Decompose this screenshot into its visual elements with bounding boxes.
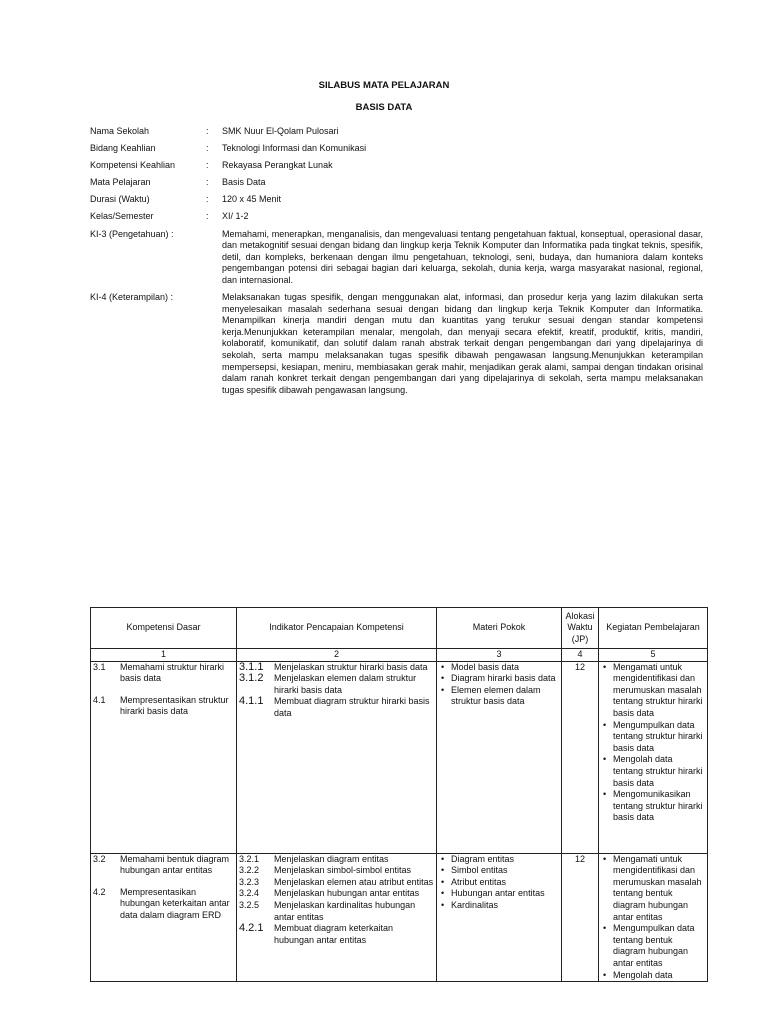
- info-row-kompetensi-keahlian: [90, 160, 703, 172]
- indikator-number: 4.1.1: [239, 695, 264, 708]
- indikator-item: [239, 865, 434, 877]
- indikator-text: Menjelaskan kardinalitas hubungan antar entitas: [274, 899, 416, 922]
- column-number: 4: [562, 649, 599, 662]
- indikator-number: 3.2.2: [239, 865, 260, 876]
- kd-number: 4.1: [93, 694, 106, 705]
- info-value: Rekayasa Perangkat Lunak: [222, 160, 333, 171]
- indikator-item: [239, 877, 434, 889]
- indikator-item: [239, 888, 434, 900]
- kd-number: 3.2: [93, 853, 106, 864]
- materi-cell: [437, 661, 562, 853]
- header-alokasi-waktu: Alokasi Waktu (JP): [562, 608, 599, 649]
- alokasi-cell: 12: [562, 661, 599, 853]
- kd-cell: [91, 661, 237, 853]
- info-label: Mata Pelajaran: [90, 177, 151, 188]
- header-materi-pokok: Materi Pokok: [437, 608, 562, 649]
- indikator-text: Menjelaskan hubungan antar entitas: [274, 888, 420, 899]
- info-label: Bidang Keahlian: [90, 143, 156, 154]
- column-number: 1: [91, 649, 237, 662]
- materi-item: • Simbol entitas: [451, 865, 559, 877]
- indikator-cell: [237, 853, 437, 982]
- kegiatan-item: • Mengumpulkan data tentang struktur hirarki basis data: [613, 720, 705, 755]
- document-title: SILABUS MATA PELAJARAN: [318, 80, 450, 91]
- info-value: 120 x 45 Menit: [222, 194, 282, 205]
- info-value: Teknologi Informasi dan Komunikasi: [222, 143, 367, 154]
- kd-number: 4.2: [93, 886, 106, 897]
- indikator-text: Menjelaskan struktur hirarki basis data: [274, 661, 428, 672]
- info-label: Durasi (Waktu): [90, 194, 150, 205]
- indikator-item: [239, 696, 434, 719]
- indikator-item: [239, 900, 434, 923]
- indikator-number: 3.2.4: [239, 888, 260, 899]
- syllabus-table: [90, 607, 708, 982]
- kd-text: Memahami struktur hirarki basis data: [120, 661, 225, 684]
- column-number: 5: [599, 649, 708, 662]
- indikator-number: 3.1.2: [239, 672, 264, 685]
- info-value: XI/ 1-2: [222, 211, 249, 222]
- kegiatan-cell: [599, 661, 708, 853]
- info-row-bidang-keahlian: [90, 143, 703, 155]
- kd-item: [93, 854, 234, 877]
- kegiatan-item: • Mengumpulkan data tentang bentuk diagram hubungan antar entitas: [613, 923, 705, 969]
- info-colon: :: [206, 143, 209, 154]
- identity-section: [90, 126, 703, 402]
- indikator-item: [239, 854, 434, 866]
- indikator-number: 3.2.3: [239, 876, 260, 887]
- materi-item: • Model basis data: [451, 662, 559, 674]
- table-row: [91, 853, 708, 982]
- info-label: Kelas/Semester: [90, 211, 154, 222]
- indikator-text: Menjelaskan elemen atau atribut entitas: [274, 876, 434, 887]
- kegiatan-item: • Mengolah data: [613, 970, 705, 982]
- info-row-kelas-semester: [90, 211, 703, 223]
- materi-item: • Kardinalitas: [451, 900, 559, 912]
- indikator-item: [239, 662, 434, 674]
- table-header-row: [91, 608, 708, 649]
- column-number: 2: [237, 649, 437, 662]
- column-number: 3: [437, 649, 562, 662]
- kd-text: Mempresentasikan struktur hirarki basis data: [120, 694, 229, 717]
- materi-item: • Hubungan antar entitas: [451, 888, 559, 900]
- info-label: Nama Sekolah: [90, 126, 150, 136]
- ki3-label: KI-3 (Pengetahuan) :: [90, 228, 174, 239]
- info-row-mata-pelajaran: [90, 177, 703, 189]
- ki4-label: KI-4 (Keterampilan) :: [90, 292, 174, 303]
- indikator-number: 3.2.1: [239, 853, 260, 864]
- materi-item: • Atribut entitas: [451, 877, 559, 889]
- kegiatan-item: • Mengamati untuk mengidentifikasi dan merumuskan masalah tentang struktur hirarki basis data: [613, 662, 705, 720]
- materi-item: • Diagram entitas: [451, 854, 559, 866]
- info-row-durasi: [90, 194, 703, 206]
- kd-cell: [91, 853, 237, 982]
- info-colon: :: [206, 126, 209, 136]
- kegiatan-item: • Mengolah data tentang struktur hirarki basis data: [613, 754, 705, 789]
- kd-item: [93, 695, 234, 718]
- indikator-text: Menjelaskan elemen dalam struktur hirarki basis data: [274, 673, 417, 695]
- header-kompetensi-dasar: Kompetensi Dasar: [91, 608, 237, 649]
- kegiatan-list: [601, 854, 705, 982]
- info-label: Kompetensi Keahlian: [90, 160, 176, 171]
- kegiatan-cell: [599, 853, 708, 982]
- indikator-text: Menjelaskan simbol-simbol entitas: [274, 865, 412, 876]
- header-indikator: Indikator Pencapaian Kompetensi: [237, 608, 437, 649]
- indikator-text: Membuat diagram keterkaitan hubungan antar entitas: [274, 923, 394, 945]
- info-row-ki4: [90, 292, 703, 396]
- materi-item: • Elemen elemen dalam struktur basis data: [451, 685, 559, 708]
- kd-item: [93, 662, 234, 685]
- indikator-item: [239, 673, 434, 696]
- info-row-ki3: [90, 229, 703, 287]
- indikator-number: 3.1.1: [239, 660, 264, 673]
- ki4-text: Melaksanakan tugas spesifik, dengan menggunakan alat, informasi, dan prosedur kerja yang lazim dilakukan serta menyelesaikan masalah sederhana sesuai dengan bidang dan lingkup kerja Teknik Komputer dan Informatika. Menampilkan kinerja mandiri dengan mutu dan kuantitas yang terukur sesuai dengan standar kompetensi kerja.Menunjukkan keterampilan menalar, mengolah, dan menyaji secara efektif, kreatif, produktif, kritis, mandiri, kolaboratif, komunikatif, dan solutif dalam ranah abstrak terkait dengan pengembangan dari yang dipelajarinya di sekolah, serta mampu melaksanakan tugas spesifik dibawah pengawasan langsung.Menunjukkan keterampilan mempersepsi, kesiapan, meniru, membiasakan gerak mahir, menjadikan gerak alami, sampai dengan tindakan orisinal dalam ranah konkret terkait dengan pengembangan dari yang dipelajarinya di sekolah, serta mampu melaksanakan tugas spesifik dibawah pengawasan langsung.: [222, 292, 703, 395]
- ki3-text: Memahami, menerapkan, menganalisis, dan mengevaluasi tentang pengetahuan faktual, konseptual, operasional dasar, dan metakognitif sesuai dengan bidang dan lingkup kerja Teknik Komputer dan Informatika pada tingkat teknis, spesifik, detil, dan kompleks, berkenaan dengan ilmu pengetahuan, teknologi, seni, budaya, dan humaniora dalam konteks pengembangan potensi diri sebagai bagian dari keluarga, sekolah, dunia kerja, warga masyarakat nasional, regional, dan internasional.: [222, 228, 703, 285]
- indikator-text: Membuat diagram struktur hirarki basis data: [274, 696, 430, 718]
- info-colon: :: [206, 211, 209, 222]
- column-number-row: [91, 649, 708, 662]
- info-colon: :: [206, 160, 209, 171]
- info-value: Basis Data: [222, 177, 266, 188]
- kd-text: Mempresentasikan hubungan keterkaitan antar data dalam diagram ERD: [120, 886, 230, 920]
- materi-list: [439, 662, 559, 708]
- materi-list: [439, 854, 559, 912]
- alokasi-cell: 12: [562, 853, 599, 982]
- info-colon: :: [206, 194, 209, 205]
- info-row-nama-sekolah: [90, 126, 703, 138]
- kd-text: Memahami bentuk diagram hubungan antar entitas: [120, 853, 230, 876]
- info-value: SMK Nuur El-Qolam Pulosari: [222, 126, 339, 136]
- materi-cell: [437, 853, 562, 982]
- table-row: [91, 661, 708, 853]
- indikator-text: Menjelaskan diagram entitas: [274, 853, 389, 864]
- indikator-cell: [237, 661, 437, 853]
- kegiatan-item: • Mengomunikasikan tentang struktur hirarki basis data: [613, 789, 705, 824]
- document-subtitle: BASIS DATA: [355, 102, 413, 113]
- indikator-number: 3.2.5: [239, 899, 260, 910]
- kd-item: [93, 887, 234, 922]
- indikator-item: [239, 923, 434, 946]
- kegiatan-list: [601, 662, 705, 824]
- info-colon: :: [206, 177, 209, 188]
- header-kegiatan: Kegiatan Pembelajaran: [599, 608, 708, 649]
- indikator-number: 4.2.1: [239, 922, 264, 935]
- kegiatan-item: • Mengamati untuk mengidentifikasi dan merumuskan masalah tentang bentuk diagram hubungan antar entitas: [613, 854, 705, 924]
- kd-number: 3.1: [93, 661, 106, 672]
- materi-item: • Diagram hirarki basis data: [451, 673, 559, 685]
